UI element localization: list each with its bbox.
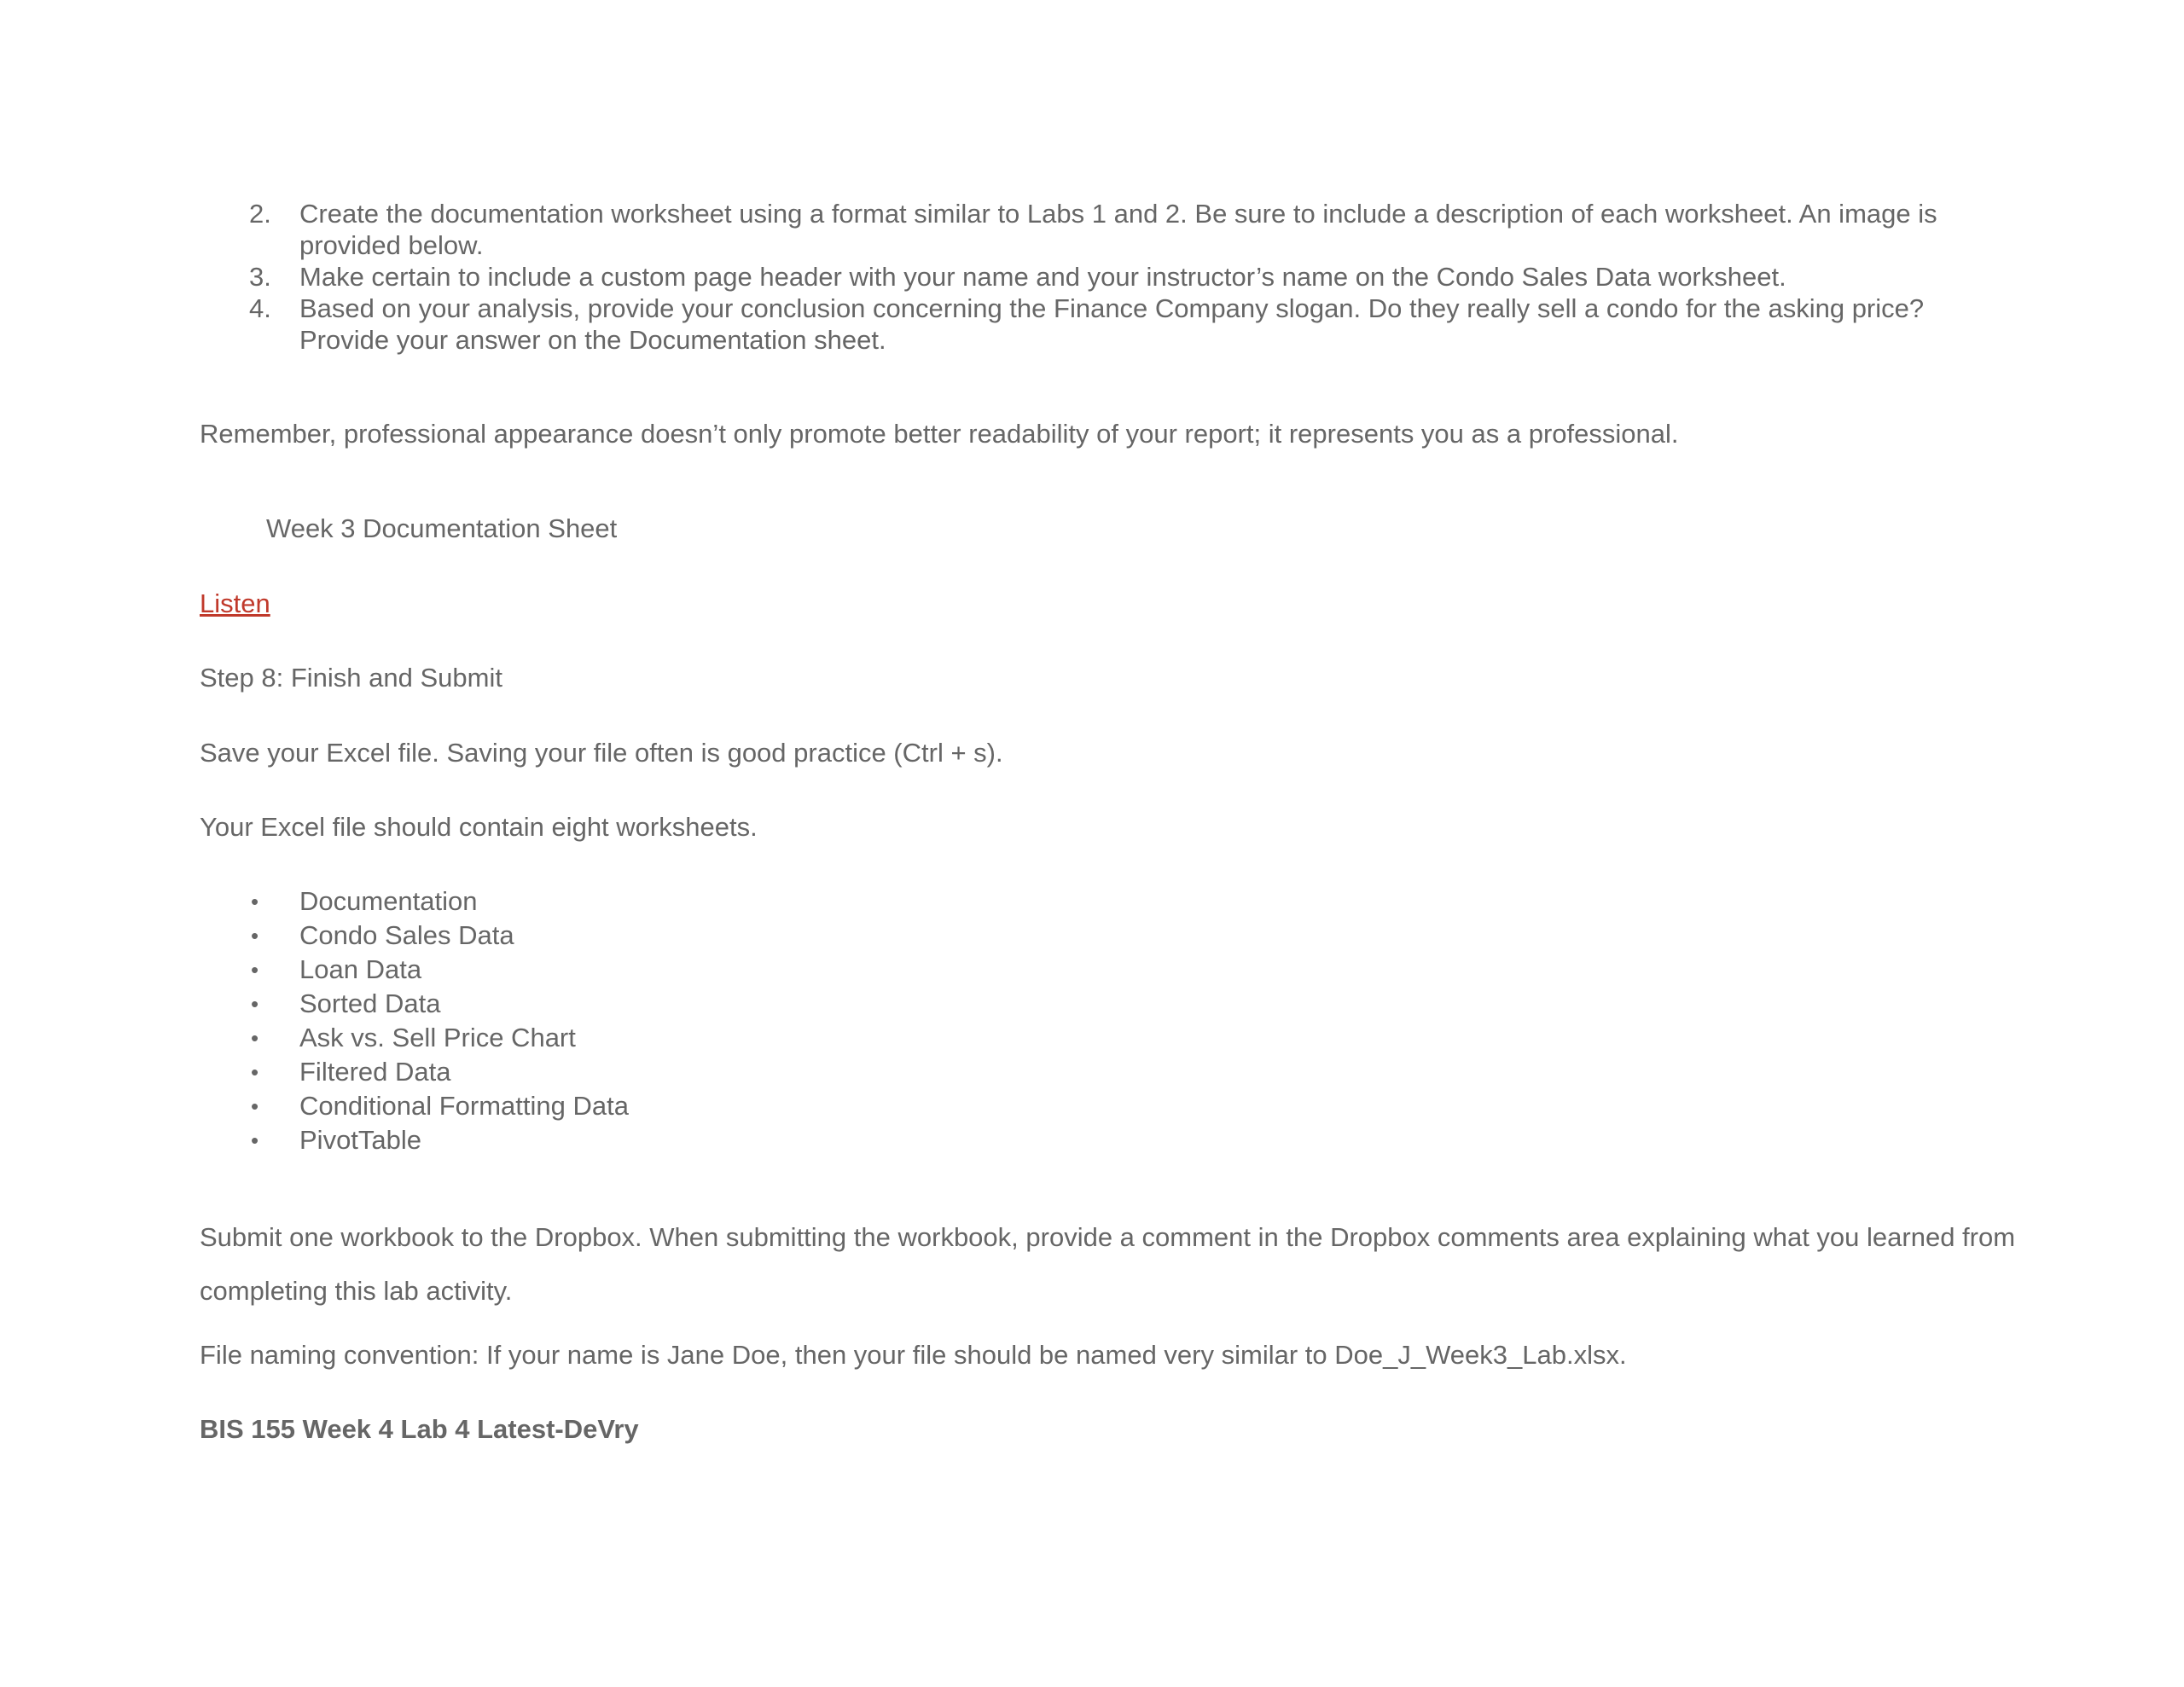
list-item [200,987,629,1021]
instruction-number: 2. [249,199,271,229]
instruction-text: Make certain to include a custom page header with your name and your instructor’s name on the Condo Sales Data worksheet. [299,262,1786,292]
worksheet-name: Ask vs. Sell Price Chart [299,1023,576,1052]
instruction-text: Create the documentation worksheet using a format similar to Labs 1 and 2. Be sure to include a description of each worksheet. An image is provided below. [299,199,1937,260]
naming-paragraph: File naming convention: If your name is Jane Doe, then your file should be named very similar to Doe_J_Week3_Lab.xlsx. [200,1340,1627,1370]
instruction-item [200,261,2008,293]
bullet-icon: • [251,889,259,914]
bullet-icon: • [251,1059,259,1085]
remember-paragraph: Remember, professional appearance doesn’t only promote better readability of your report; it represents you as a professional. [200,419,1679,449]
worksheet-name: Documentation [299,886,478,916]
footer-title: BIS 155 Week 4 Lab 4 Latest-DeVry [200,1414,639,1444]
list-item [200,953,629,987]
instruction-text: Based on your analysis, provide your conclusion concerning the Finance Company slogan. Do they really sell a condo for the asking price? Provide your answer on the Documentation sheet. [299,293,1925,355]
instruction-number: 3. [249,262,271,292]
contain-paragraph: Your Excel file should contain eight worksheets. [200,812,758,842]
instruction-number: 4. [249,293,271,323]
worksheet-name: Filtered Data [299,1057,451,1087]
list-item [200,919,629,953]
bullet-icon: • [251,1093,259,1119]
list-item [200,1089,629,1123]
worksheet-name: Sorted Data [299,988,441,1018]
worksheet-name: Condo Sales Data [299,920,514,950]
worksheet-name: Conditional Formatting Data [299,1091,629,1121]
bullet-icon: • [251,957,259,983]
save-paragraph: Save your Excel file. Saving your file often is good practice (Ctrl + s). [200,738,1003,768]
bullet-icon: • [251,923,259,948]
worksheet-name: PivotTable [299,1125,422,1155]
instruction-item [200,198,2008,261]
list-item [200,1021,629,1055]
bullet-icon: • [251,1128,259,1153]
step-heading: Step 8: Finish and Submit [200,663,502,693]
listen-link[interactable]: Listen [200,588,270,618]
worksheet-name: Loan Data [299,954,422,984]
worksheet-list [200,884,629,1157]
bullet-icon: • [251,991,259,1017]
submit-paragraph: Submit one workbook to the Dropbox. When submitting the workbook, provide a comment in the Dropbox comments area explaining what you learned from completing this lab activity. [200,1222,2016,1306]
list-item [200,1123,629,1157]
bullet-icon: • [251,1025,259,1051]
instruction-list [200,198,2008,356]
list-item [200,1055,629,1089]
list-item [200,884,629,919]
doc-sheet-title: Week 3 Documentation Sheet [266,513,618,543]
instruction-item [200,293,2008,356]
